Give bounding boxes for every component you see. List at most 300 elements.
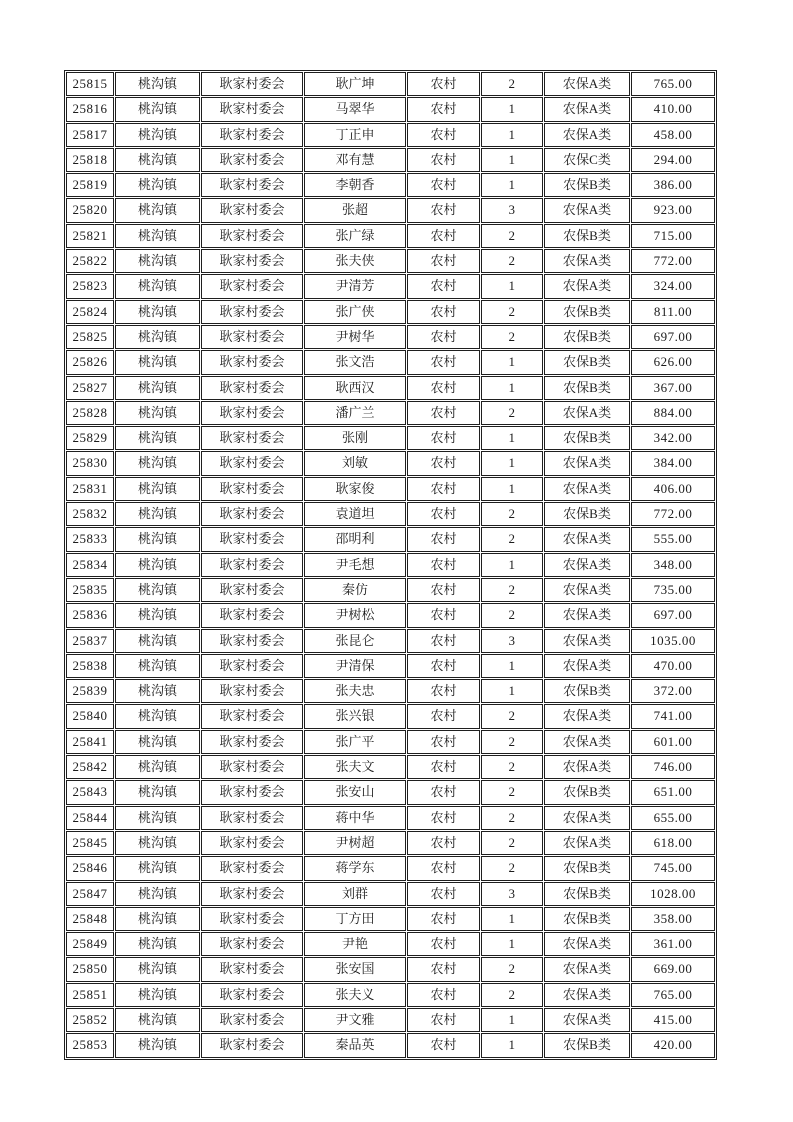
table-cell: 农保A类: [544, 957, 630, 981]
table-cell: 耿家村委会: [201, 629, 303, 653]
table-cell: 农村: [407, 527, 480, 551]
table-row: [66, 376, 715, 400]
table-cell: 农保B类: [544, 224, 630, 248]
table-cell: 2: [481, 224, 543, 248]
table-cell: 农保A类: [544, 553, 630, 577]
table-cell: 1: [481, 97, 543, 121]
table-row: [66, 1008, 715, 1032]
table-cell: 884.00: [631, 401, 715, 425]
table-cell: 25836: [66, 603, 114, 627]
table-cell: 25842: [66, 755, 114, 779]
table-cell: 25849: [66, 932, 114, 956]
table-cell: 耿家村委会: [201, 249, 303, 273]
table-cell: 25815: [66, 72, 114, 96]
table-cell: 桃沟镇: [115, 932, 200, 956]
table-cell: 25834: [66, 553, 114, 577]
table-row: [66, 72, 715, 96]
table-cell: 358.00: [631, 907, 715, 931]
table-cell: 张安山: [304, 780, 406, 804]
table-body: [66, 72, 715, 1058]
table-cell: 农保A类: [544, 578, 630, 602]
table-cell: 1: [481, 932, 543, 956]
table-cell: 桃沟镇: [115, 148, 200, 172]
table-cell: 1035.00: [631, 629, 715, 653]
table-cell: 415.00: [631, 1008, 715, 1032]
table-cell: 农保B类: [544, 325, 630, 349]
table-row: [66, 173, 715, 197]
table-cell: 邵明利: [304, 527, 406, 551]
table-cell: 1: [481, 376, 543, 400]
table-cell: 张广绿: [304, 224, 406, 248]
table-cell: 桃沟镇: [115, 477, 200, 501]
table-cell: 耿家村委会: [201, 376, 303, 400]
table-cell: 袁道坦: [304, 502, 406, 526]
table-cell: 耿家村委会: [201, 932, 303, 956]
table-cell: 张兴银: [304, 704, 406, 728]
table-row: [66, 527, 715, 551]
table-cell: 桃沟镇: [115, 856, 200, 880]
table-cell: 耿家村委会: [201, 907, 303, 931]
table-cell: 桃沟镇: [115, 249, 200, 273]
table-cell: 桃沟镇: [115, 603, 200, 627]
table-cell: 555.00: [631, 527, 715, 551]
table-cell: 农村: [407, 806, 480, 830]
table-cell: 25835: [66, 578, 114, 602]
table-cell: 尹清保: [304, 654, 406, 678]
table-cell: 张昆仑: [304, 629, 406, 653]
table-cell: 农村: [407, 704, 480, 728]
table-cell: 669.00: [631, 957, 715, 981]
table-cell: 耿家村委会: [201, 325, 303, 349]
table-cell: 秦品英: [304, 1033, 406, 1057]
table-cell: 农村: [407, 780, 480, 804]
table-cell: 耿家村委会: [201, 123, 303, 147]
table-cell: 桃沟镇: [115, 679, 200, 703]
table-cell: 农保B类: [544, 502, 630, 526]
table-cell: 桃沟镇: [115, 704, 200, 728]
table-row: [66, 679, 715, 703]
table-row: [66, 780, 715, 804]
table-cell: 桃沟镇: [115, 376, 200, 400]
table-row: [66, 654, 715, 678]
table-cell: 2: [481, 72, 543, 96]
table-cell: 2: [481, 578, 543, 602]
table-cell: 农村: [407, 730, 480, 754]
table-cell: 农村: [407, 831, 480, 855]
table-cell: 农保B类: [544, 780, 630, 804]
table-cell: 25830: [66, 451, 114, 475]
table-cell: 丁正申: [304, 123, 406, 147]
table-cell: 2: [481, 300, 543, 324]
table-cell: 农保B类: [544, 376, 630, 400]
table-cell: 耿家村委会: [201, 426, 303, 450]
table-cell: 农保A类: [544, 274, 630, 298]
table-cell: 耿家村委会: [201, 198, 303, 222]
table-cell: 农村: [407, 249, 480, 273]
table-cell: 618.00: [631, 831, 715, 855]
table-cell: 470.00: [631, 654, 715, 678]
table-cell: 25819: [66, 173, 114, 197]
table-cell: 耿家村委会: [201, 679, 303, 703]
table-cell: 772.00: [631, 249, 715, 273]
table-row: [66, 123, 715, 147]
table-cell: 耿广坤: [304, 72, 406, 96]
table-cell: 张夫文: [304, 755, 406, 779]
table-cell: 马翠华: [304, 97, 406, 121]
table-cell: 农保A类: [544, 451, 630, 475]
table-row: [66, 426, 715, 450]
table-cell: 农保A类: [544, 603, 630, 627]
table-cell: 367.00: [631, 376, 715, 400]
table-cell: 1: [481, 679, 543, 703]
table-cell: 耿家村委会: [201, 856, 303, 880]
table-cell: 耿家村委会: [201, 780, 303, 804]
table-cell: 715.00: [631, 224, 715, 248]
table-row: [66, 603, 715, 627]
table-cell: 25829: [66, 426, 114, 450]
table-cell: 2: [481, 983, 543, 1007]
table-cell: 农村: [407, 148, 480, 172]
table-row: [66, 932, 715, 956]
table-cell: 25848: [66, 907, 114, 931]
table-cell: 农保B类: [544, 882, 630, 906]
table-cell: 刘群: [304, 882, 406, 906]
table-cell: 耿西汉: [304, 376, 406, 400]
table-cell: 697.00: [631, 603, 715, 627]
table-cell: 1: [481, 350, 543, 374]
table-cell: 2: [481, 957, 543, 981]
table-cell: 626.00: [631, 350, 715, 374]
table-cell: 2: [481, 856, 543, 880]
table-cell: 1: [481, 451, 543, 475]
table-cell: 桃沟镇: [115, 325, 200, 349]
table-row: [66, 300, 715, 324]
table-cell: 桃沟镇: [115, 957, 200, 981]
table-cell: 耿家村委会: [201, 300, 303, 324]
data-table: [64, 70, 717, 1060]
table-row: [66, 350, 715, 374]
table-cell: 361.00: [631, 932, 715, 956]
table-cell: 25821: [66, 224, 114, 248]
table-cell: 2: [481, 325, 543, 349]
table-cell: 耿家村委会: [201, 274, 303, 298]
table-row: [66, 249, 715, 273]
table-cell: 耿家村委会: [201, 806, 303, 830]
table-cell: 农村: [407, 1008, 480, 1032]
table-cell: 耿家村委会: [201, 72, 303, 96]
table-cell: 农村: [407, 123, 480, 147]
table-cell: 桃沟镇: [115, 123, 200, 147]
table-cell: 秦仿: [304, 578, 406, 602]
table-cell: 25820: [66, 198, 114, 222]
table-cell: 农村: [407, 679, 480, 703]
table-cell: 耿家村委会: [201, 401, 303, 425]
table-cell: 张夫义: [304, 983, 406, 1007]
table-row: [66, 806, 715, 830]
table-cell: 农村: [407, 401, 480, 425]
table-cell: 25846: [66, 856, 114, 880]
table-cell: 农村: [407, 882, 480, 906]
table-cell: 25826: [66, 350, 114, 374]
table-cell: 农村: [407, 502, 480, 526]
table-cell: 3: [481, 198, 543, 222]
table-cell: 农保A类: [544, 806, 630, 830]
table-cell: 耿家村委会: [201, 704, 303, 728]
table-cell: 25831: [66, 477, 114, 501]
table-cell: 25851: [66, 983, 114, 1007]
table-cell: 李朝香: [304, 173, 406, 197]
table-cell: 农保A类: [544, 983, 630, 1007]
table-cell: 农村: [407, 603, 480, 627]
table-cell: 农保A类: [544, 527, 630, 551]
table-cell: 农村: [407, 451, 480, 475]
table-cell: 农村: [407, 198, 480, 222]
table-cell: 张广侠: [304, 300, 406, 324]
table-cell: 桃沟镇: [115, 97, 200, 121]
table-row: [66, 907, 715, 931]
table-cell: 农村: [407, 957, 480, 981]
table-cell: 1028.00: [631, 882, 715, 906]
table-cell: 348.00: [631, 553, 715, 577]
table-cell: 农村: [407, 755, 480, 779]
table-row: [66, 730, 715, 754]
table-cell: 741.00: [631, 704, 715, 728]
table-cell: 735.00: [631, 578, 715, 602]
table-cell: 342.00: [631, 426, 715, 450]
table-cell: 386.00: [631, 173, 715, 197]
table-cell: 耿家村委会: [201, 654, 303, 678]
table-cell: 耿家村委会: [201, 882, 303, 906]
table-cell: 桃沟镇: [115, 300, 200, 324]
table-cell: 邓有慧: [304, 148, 406, 172]
table-cell: 农保A类: [544, 755, 630, 779]
table-cell: 农保A类: [544, 249, 630, 273]
table-row: [66, 401, 715, 425]
table-cell: 耿家村委会: [201, 983, 303, 1007]
table-cell: 农保B类: [544, 907, 630, 931]
table-cell: 张夫侠: [304, 249, 406, 273]
table-cell: 765.00: [631, 72, 715, 96]
table-row: [66, 983, 715, 1007]
table-cell: 桃沟镇: [115, 578, 200, 602]
table-cell: 耿家村委会: [201, 578, 303, 602]
table-cell: 耿家村委会: [201, 502, 303, 526]
table-cell: 耿家村委会: [201, 1033, 303, 1057]
table-cell: 耿家村委会: [201, 603, 303, 627]
table-cell: 耿家村委会: [201, 451, 303, 475]
table-cell: 农村: [407, 629, 480, 653]
table-cell: 25844: [66, 806, 114, 830]
table-cell: 农保A类: [544, 730, 630, 754]
table-row: [66, 97, 715, 121]
table-cell: 桃沟镇: [115, 198, 200, 222]
table-row: [66, 477, 715, 501]
table-cell: 2: [481, 249, 543, 273]
table-cell: 25843: [66, 780, 114, 804]
table-row: [66, 1033, 715, 1057]
table-cell: 农保B类: [544, 173, 630, 197]
table-cell: 25823: [66, 274, 114, 298]
table-cell: 农保A类: [544, 401, 630, 425]
table-cell: 桃沟镇: [115, 426, 200, 450]
table-cell: 桃沟镇: [115, 780, 200, 804]
table-cell: 张文浩: [304, 350, 406, 374]
table-cell: 农保C类: [544, 148, 630, 172]
table-row: [66, 451, 715, 475]
table-cell: 2: [481, 502, 543, 526]
table-cell: 2: [481, 755, 543, 779]
table-cell: 农保A类: [544, 831, 630, 855]
table-cell: 蒋学东: [304, 856, 406, 880]
table-cell: 2: [481, 527, 543, 551]
table-cell: 农保A类: [544, 629, 630, 653]
table-cell: 农保B类: [544, 426, 630, 450]
table-cell: 农保B类: [544, 300, 630, 324]
table-row: [66, 198, 715, 222]
table-cell: 745.00: [631, 856, 715, 880]
table-cell: 农保A类: [544, 932, 630, 956]
table-cell: 3: [481, 629, 543, 653]
table-cell: 桃沟镇: [115, 907, 200, 931]
table-cell: 尹毛想: [304, 553, 406, 577]
table-cell: 1: [481, 123, 543, 147]
table-cell: 耿家村委会: [201, 831, 303, 855]
table-cell: 651.00: [631, 780, 715, 804]
table-cell: 1: [481, 274, 543, 298]
table-cell: 25824: [66, 300, 114, 324]
table-cell: 桃沟镇: [115, 350, 200, 374]
table-cell: 农保A类: [544, 654, 630, 678]
table-cell: 25852: [66, 1008, 114, 1032]
table-cell: 1: [481, 426, 543, 450]
table-row: [66, 882, 715, 906]
table-cell: 农保A类: [544, 198, 630, 222]
table-cell: 农村: [407, 426, 480, 450]
table-cell: 农村: [407, 224, 480, 248]
table-cell: 桃沟镇: [115, 730, 200, 754]
table-cell: 刘敏: [304, 451, 406, 475]
table-cell: 25840: [66, 704, 114, 728]
table-cell: 2: [481, 806, 543, 830]
table-cell: 1: [481, 173, 543, 197]
table-cell: 农村: [407, 325, 480, 349]
table-cell: 尹树华: [304, 325, 406, 349]
table-cell: 尹树松: [304, 603, 406, 627]
table-cell: 372.00: [631, 679, 715, 703]
table-cell: 农村: [407, 1033, 480, 1057]
table-cell: 2: [481, 704, 543, 728]
table-cell: 农村: [407, 856, 480, 880]
table-cell: 桃沟镇: [115, 1008, 200, 1032]
table-cell: 农村: [407, 376, 480, 400]
table-cell: 耿家俊: [304, 477, 406, 501]
table-cell: 1: [481, 477, 543, 501]
table-cell: 农保A类: [544, 704, 630, 728]
table-cell: 746.00: [631, 755, 715, 779]
table-cell: 尹清芳: [304, 274, 406, 298]
table-cell: 桃沟镇: [115, 401, 200, 425]
table-cell: 25822: [66, 249, 114, 273]
table-row: [66, 502, 715, 526]
table-row: [66, 553, 715, 577]
table-cell: 811.00: [631, 300, 715, 324]
table-cell: 农村: [407, 932, 480, 956]
table-cell: 25841: [66, 730, 114, 754]
table-cell: 耿家村委会: [201, 957, 303, 981]
table-cell: 桃沟镇: [115, 553, 200, 577]
table-cell: 桃沟镇: [115, 1033, 200, 1057]
table-cell: 张夫忠: [304, 679, 406, 703]
table-cell: 农村: [407, 274, 480, 298]
table-cell: 25837: [66, 629, 114, 653]
table-cell: 25817: [66, 123, 114, 147]
table-cell: 张刚: [304, 426, 406, 450]
table-cell: 耿家村委会: [201, 755, 303, 779]
table-cell: 772.00: [631, 502, 715, 526]
table-cell: 农村: [407, 477, 480, 501]
table-row: [66, 755, 715, 779]
table-cell: 1: [481, 1033, 543, 1057]
table-cell: 张安国: [304, 957, 406, 981]
table-row: [66, 148, 715, 172]
table-cell: 25832: [66, 502, 114, 526]
table-row: [66, 578, 715, 602]
table-cell: 蒋中华: [304, 806, 406, 830]
table-cell: 张广平: [304, 730, 406, 754]
table-row: [66, 274, 715, 298]
table-cell: 耿家村委会: [201, 97, 303, 121]
table-cell: 601.00: [631, 730, 715, 754]
table-cell: 桃沟镇: [115, 72, 200, 96]
table-cell: 2: [481, 780, 543, 804]
table-cell: 农保A类: [544, 477, 630, 501]
table-cell: 农保B类: [544, 350, 630, 374]
table-cell: 耿家村委会: [201, 477, 303, 501]
table-row: [66, 704, 715, 728]
table-cell: 桃沟镇: [115, 451, 200, 475]
table-cell: 桃沟镇: [115, 173, 200, 197]
table-cell: 25827: [66, 376, 114, 400]
table-cell: 2: [481, 831, 543, 855]
table-cell: 25825: [66, 325, 114, 349]
table-cell: 丁方田: [304, 907, 406, 931]
table-cell: 农保A类: [544, 123, 630, 147]
table-cell: 耿家村委会: [201, 527, 303, 551]
table-cell: 尹树超: [304, 831, 406, 855]
table-cell: 农保A类: [544, 1008, 630, 1032]
table-row: [66, 629, 715, 653]
table-cell: 25847: [66, 882, 114, 906]
table-cell: 697.00: [631, 325, 715, 349]
table-cell: 农村: [407, 654, 480, 678]
table-cell: 1: [481, 654, 543, 678]
table-cell: 尹艳: [304, 932, 406, 956]
table-cell: 农村: [407, 350, 480, 374]
table-cell: 1: [481, 907, 543, 931]
table-cell: 1: [481, 553, 543, 577]
table-cell: 农村: [407, 983, 480, 1007]
table-row: [66, 856, 715, 880]
table-cell: 农村: [407, 578, 480, 602]
table-cell: 桃沟镇: [115, 983, 200, 1007]
table-cell: 农村: [407, 300, 480, 324]
table-cell: 耿家村委会: [201, 1008, 303, 1032]
table-cell: 25833: [66, 527, 114, 551]
table-cell: 桃沟镇: [115, 806, 200, 830]
table-cell: 25853: [66, 1033, 114, 1057]
table-cell: 25818: [66, 148, 114, 172]
table-cell: 2: [481, 603, 543, 627]
